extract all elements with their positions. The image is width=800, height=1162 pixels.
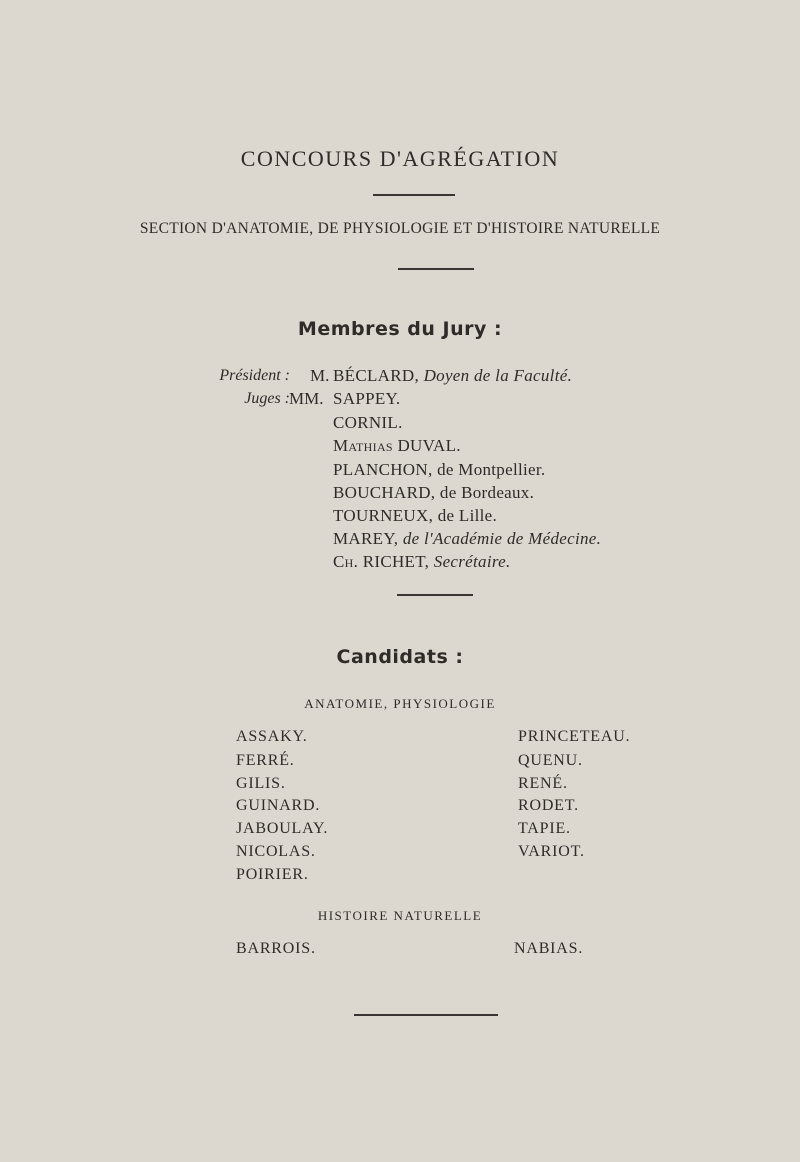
- president-title: M.: [310, 366, 330, 385]
- closing-rule: [354, 1014, 498, 1016]
- jury-member: TOURNEUX, de Lille.: [333, 506, 498, 525]
- candidate-name: NICOLAS.: [236, 843, 316, 860]
- title-rule: [373, 194, 455, 196]
- candidate-name: POIRIER.: [236, 866, 309, 883]
- jury-member: Mathias DUVAL.: [333, 436, 461, 455]
- judges-title: MM.: [289, 389, 324, 408]
- candidate-name: FERRÉ.: [236, 752, 295, 769]
- candidate-name: NABIAS.: [514, 940, 584, 957]
- jury-member: BÉCLARD, Doyen de la Faculté.: [333, 366, 573, 385]
- candidates-heading: Candidats :: [336, 646, 464, 668]
- jury-member: Ch. RICHET, Secrétaire.: [333, 552, 511, 571]
- candidate-name: VARIOT.: [518, 843, 585, 860]
- candidate-name: GUINARD.: [236, 797, 321, 814]
- subsection-heading: HISTOIRE NATURELLE: [317, 908, 483, 923]
- candidate-name: PRINCETEAU.: [518, 728, 631, 745]
- page-title: CONCOURS D'AGRÉGATION: [240, 146, 560, 171]
- candidate-name: TAPIE.: [518, 820, 571, 837]
- candidate-name: BARROIS.: [236, 940, 316, 957]
- candidate-name: JABOULAY.: [236, 820, 329, 837]
- jury-member: SAPPEY.: [333, 389, 401, 408]
- section-rule: [398, 268, 474, 270]
- candidate-name: ASSAKY.: [236, 728, 308, 745]
- jury-heading: Membres du Jury :: [297, 318, 503, 340]
- jury-member: MAREY, de l'Académie de Médecine.: [333, 529, 602, 548]
- candidate-name: RODET.: [518, 797, 579, 814]
- judges-label: Juges :: [244, 390, 290, 407]
- jury-member: PLANCHON, de Montpellier.: [333, 460, 546, 479]
- subsection-heading: ANATOMIE, PHYSIOLOGIE: [304, 696, 496, 711]
- jury-rule: [397, 594, 473, 596]
- jury-member: BOUCHARD, de Bordeaux.: [333, 483, 535, 502]
- candidate-name: QUENU.: [518, 752, 583, 769]
- candidate-name: GILIS.: [236, 775, 286, 792]
- candidate-name: RENÉ.: [518, 775, 568, 792]
- jury-member: CORNIL.: [333, 413, 403, 432]
- section-heading: SECTION D'ANATOMIE, DE PHYSIOLOGIE ET D'HISTOIRE NATURELLE: [139, 220, 661, 237]
- president-label: Président :: [219, 367, 290, 384]
